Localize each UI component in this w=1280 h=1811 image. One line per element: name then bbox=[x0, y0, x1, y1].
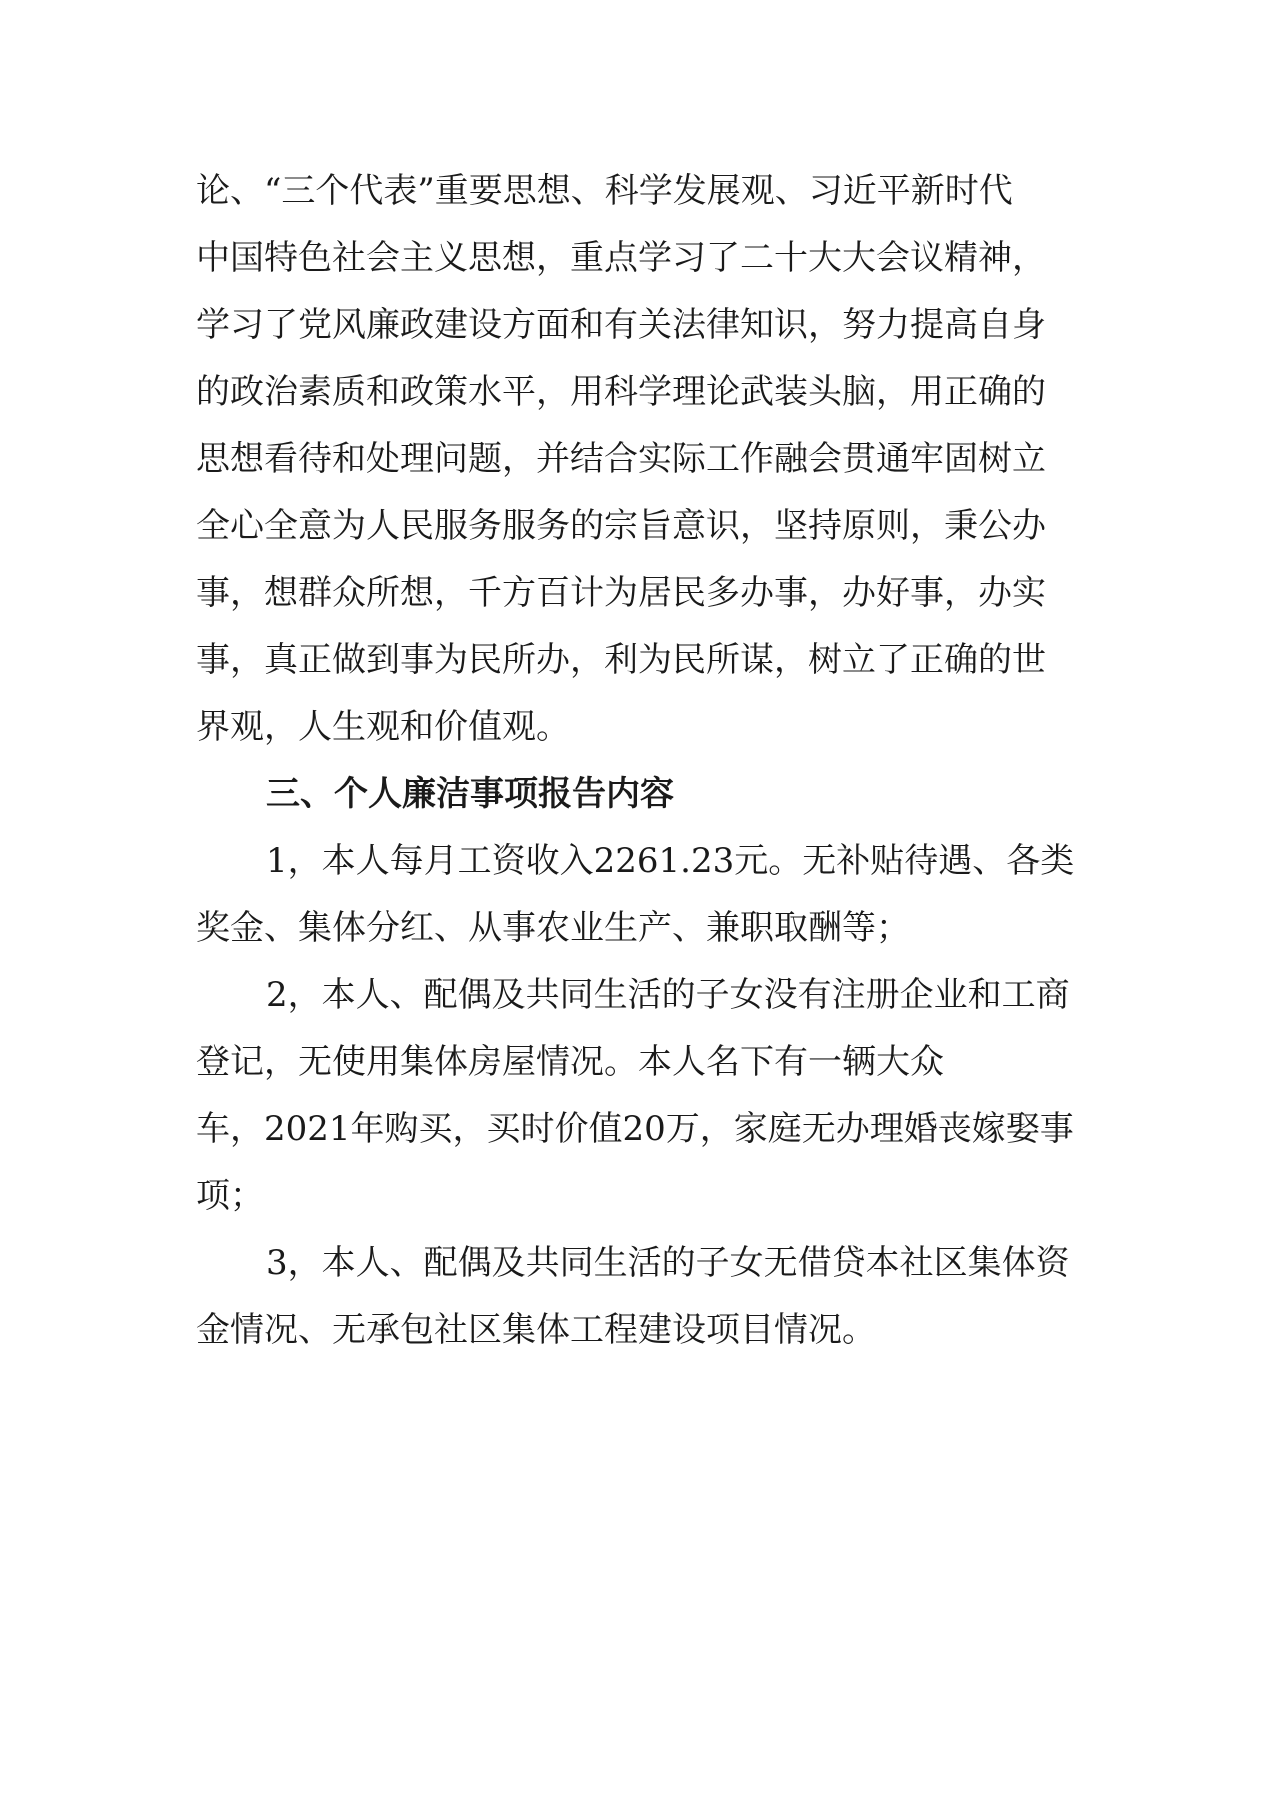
section-heading: 三、个人廉洁事项报告内容 bbox=[266, 774, 674, 814]
body-line: 思想看待和处理问题，并结合实际工作融会贯通牢固树立 bbox=[196, 439, 1046, 479]
body-line: 的政治素质和政策水平，用科学理论武装头脑，用正确的 bbox=[196, 372, 1046, 412]
item-2-line: 项； bbox=[196, 1176, 264, 1216]
body-line: 论、“三个代表”重要思想、科学发展观、习近平新时代 bbox=[196, 171, 1013, 211]
item-2-line: 登记，无使用集体房屋情况。本人名下有一辆大众 bbox=[196, 1042, 944, 1082]
body-line: 事，想群众所想，千方百计为居民多办事，办好事，办实 bbox=[196, 573, 1046, 613]
item-1-line: 1，本人每月工资收入2261.23元。无补贴待遇、各类 bbox=[266, 841, 1075, 881]
body-line: 中国特色社会主义思想，重点学习了二十大大会议精神， bbox=[196, 238, 1046, 278]
body-line: 全心全意为人民服务服务的宗旨意识，坚持原则，秉公办 bbox=[196, 506, 1046, 546]
item-2-line: 车，2021年购买，买时价值20万，家庭无办理婚丧嫁娶事 bbox=[196, 1109, 1074, 1149]
item-2-line: 2，本人、配偶及共同生活的子女没有注册企业和工商 bbox=[266, 975, 1070, 1015]
item-3-line: 3，本人、配偶及共同生活的子女无借贷本社区集体资 bbox=[266, 1243, 1070, 1283]
body-line: 学习了党风廉政建设方面和有关法律知识，努力提高自身 bbox=[196, 305, 1046, 345]
document-body bbox=[196, 158, 1086, 1364]
item-1-line: 奖金、集体分红、从事农业生产、兼职取酬等； bbox=[196, 908, 910, 948]
body-line: 界观，人生观和价值观。 bbox=[196, 707, 570, 747]
item-3-line: 金情况、无承包社区集体工程建设项目情况。 bbox=[196, 1310, 876, 1350]
body-line: 事，真正做到事为民所办，利为民所谋，树立了正确的世 bbox=[196, 640, 1046, 680]
